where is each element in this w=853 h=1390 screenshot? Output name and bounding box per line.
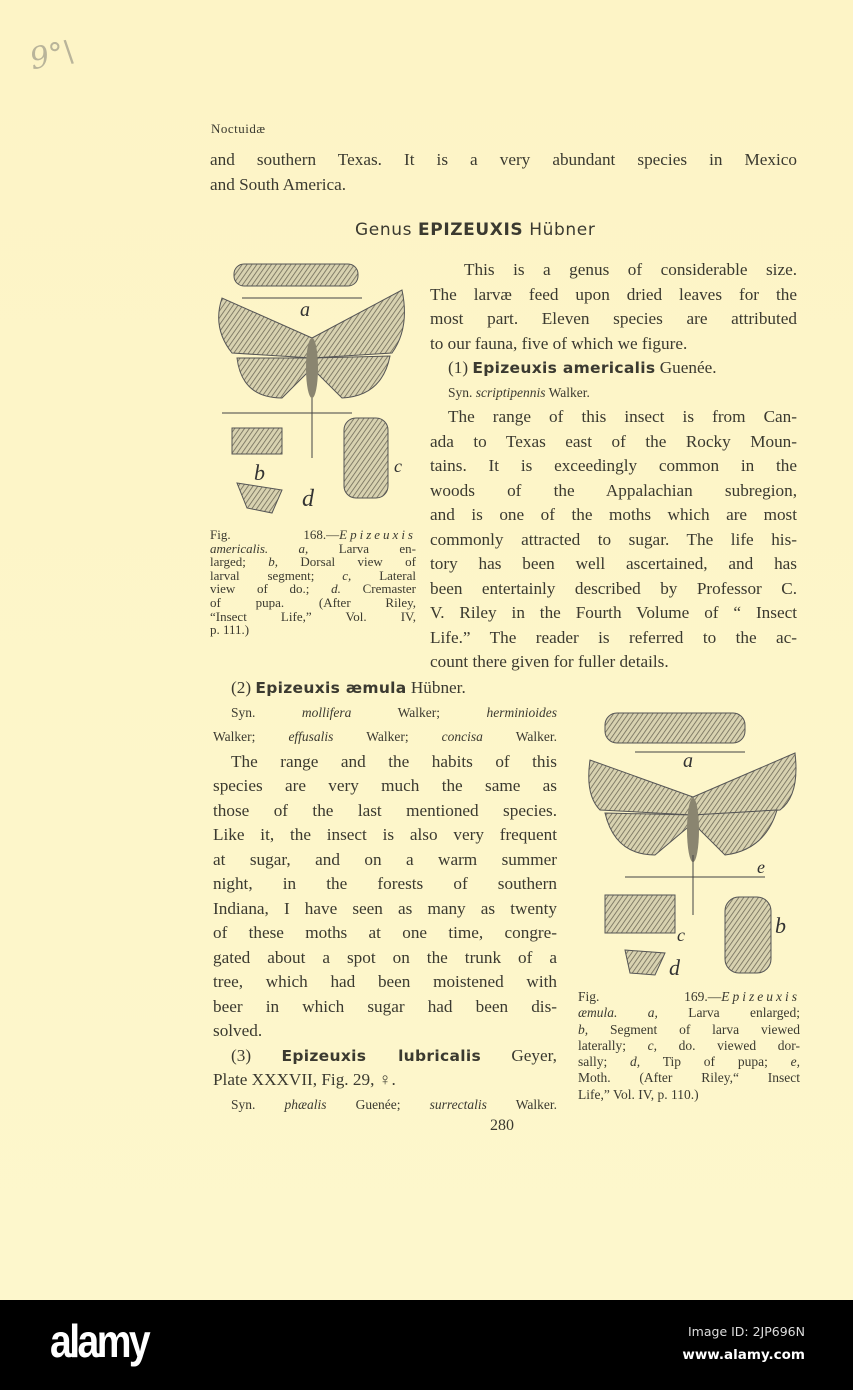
text-segment: Walker; [213,729,289,744]
text-line [578,1087,800,1103]
segment-drawing-b [232,428,282,454]
text-segment: Fig. 169.— [578,989,722,1004]
text-line [213,848,557,873]
text-segment: Guenée. [655,358,717,377]
text-segment: and South America. [210,174,347,194]
text-segment: Guenée; [326,1096,430,1112]
moth-drawing [219,290,405,398]
segment-drawing-c [344,418,388,498]
text-line [213,1093,557,1118]
text-line [430,283,797,308]
text-line [210,528,416,542]
fig168-label-a: a [300,299,310,321]
text-line [213,970,557,995]
species-name: Epizeuxis americalis [472,359,656,377]
text-line [430,307,797,332]
text-line [213,1019,557,1044]
text-line [578,1022,800,1038]
text-line [430,405,797,430]
fig169-label-d: d [669,955,680,980]
alamy-logo: alamy [50,1315,149,1367]
text-line [213,799,557,824]
text-segment: Syn. [448,384,476,400]
text-line [213,995,557,1020]
text-segment: to our fauna, five of which we figure. [430,333,688,353]
image-id: Image ID: 2JP696N [687,1324,805,1339]
text-segment: (3) [231,1045,282,1065]
figure-169-caption [578,989,800,1103]
italic-text: b, [578,1021,589,1037]
text-line [210,148,797,173]
larva-drawing [234,264,358,286]
text-segment: (2) [231,678,256,697]
italic-text: effusalis [288,729,334,744]
text-segment: The larvæ feed upon dried leaves for the [430,284,797,304]
italic-text: æmula. [578,1005,618,1021]
text-segment: count there given for fuller details. [430,652,669,671]
page-number: 280 [490,1117,514,1134]
text-segment: laterally; [578,1037,648,1053]
italic-text: a, [298,540,309,556]
site-url: www.alamy.com [682,1347,805,1363]
text-segment: beer in which sugar had been dis- [213,996,557,1016]
text-segment: Syn. [231,704,302,720]
text-segment: This is a genus of considerable size. [464,260,797,279]
text-segment: Larva enlarged; [657,1005,800,1021]
text-line [578,989,800,1005]
italic-text: mollifera [301,704,352,720]
text-segment: Walker. [545,384,590,400]
text-segment: tains. It is exceedingly common in the [430,456,797,475]
text-line [430,552,797,577]
text-segment: woods of the Appalachian subregion, [430,480,797,500]
text-line [213,872,557,897]
text-line [213,897,557,922]
species-name: Epizeuxis lubricalis [281,1046,481,1065]
text-segment: do. viewed dor- [657,1037,800,1053]
watermark-footer [0,1300,853,1390]
text-line [430,430,797,455]
text-line [213,921,557,946]
text-segment: species are very much the same as [213,776,557,795]
text-segment: Like it, the insect is also very frequent [213,825,557,844]
italic-text: concisa [441,729,483,744]
pencil-mark: 9°\ [26,33,78,78]
text-line [213,946,557,971]
text-segment: ada to Texas east of the Rocky Moun- [430,431,797,451]
text-block-left [213,676,557,1117]
text-segment: of pupa. (After Riley, [210,594,416,610]
text-segment: Hübner. [406,678,466,697]
fig169-label-b: b [775,913,786,938]
text-line [210,569,416,583]
text-segment: night, in the forests of southern [213,874,557,893]
text-segment: Indiana, I have seen as many as twenty [213,898,557,918]
text-segment: Geyer, [480,1045,557,1065]
text-line [213,823,557,848]
text-segment: commonly attracted to sugar. The life his- [430,529,797,549]
cremaster-drawing-d [237,483,282,513]
text-segment: “Insect Life,” Vol. IV, [210,608,416,624]
text-line [210,173,797,198]
text-segment: gated about a spot on the trunk of a [213,947,557,967]
text-line [578,1005,800,1021]
text-line [213,1068,557,1093]
text-segment: p. 111.) [210,622,250,638]
species-name: Epizeuxis æmula [255,679,407,697]
text-segment: Walker; [333,729,442,744]
italic-text: b, [268,554,279,570]
text-line [578,1038,800,1054]
figure-168-illustration [212,258,412,526]
text-segment: Life,” Vol. IV, p. 110.) [578,1086,699,1102]
text-segment: Life.” The reader is referred to the ac- [430,627,797,647]
text-line [210,596,416,610]
text-line [430,528,797,553]
italic-text: scriptipennis [475,384,546,400]
italic-text: herminioides [486,704,557,720]
italic-text: a, [647,1005,658,1021]
text-segment: of these moths at one time, congre- [213,923,557,942]
text-segment: and is one of the moths which are most [430,505,797,524]
text-segment: tree, which had been moistened with [213,972,557,991]
text-segment: at sugar, and on a warm summer [213,849,557,869]
text-line [430,626,797,651]
segment-drawing-c [605,895,675,933]
text-segment: Cremaster [340,581,416,597]
text-line [213,676,557,701]
text-line [210,555,416,569]
text-segment: The range and the habits of this [231,751,557,771]
segment-drawing-b [725,897,771,973]
text-segment: Syn. [231,1096,285,1112]
text-segment [617,1005,647,1020]
text-line [210,582,416,596]
italic-text: phæalis [284,1096,327,1112]
text-line [430,258,797,283]
text-segment: Larva en- [308,540,416,556]
text-line [430,479,797,504]
text-segment: Segment of larva viewed [588,1021,800,1037]
italic-text: c, [647,1037,657,1053]
text-segment: been entertainly described by Professor C. [430,578,797,598]
italic-text: c, [342,567,352,583]
text-line [210,610,416,624]
text-segment: V. Riley in the Fourth Volume of “ Insect [430,603,797,622]
running-head: Noctuidæ [211,121,266,136]
text-segment: view of do.; [210,581,332,597]
text-segment: (1) [448,358,473,377]
italic-text: Epizeuxis [721,989,800,1004]
pupa-tip-drawing-d [625,950,665,975]
text-segment: those of the last mentioned species. [213,800,557,820]
text-line [430,577,797,602]
text-segment: Moth. (After Riley,“ Insect [578,1070,800,1086]
text-line [213,725,557,750]
text-line [430,332,797,357]
text-line [578,1054,800,1070]
text-segment: and southern Texas. It is a very abundant species in Mexico [210,150,797,169]
heading-author: Hübner [523,220,596,240]
text-line [430,503,797,528]
text-segment: Walker. [482,729,557,744]
figure-169-illustration [585,705,803,983]
italic-text: d, [630,1054,641,1070]
text-line [430,650,797,675]
text-segment: Lateral [351,567,416,583]
text-segment: The range of this insect is from Can- [448,407,797,426]
text-segment: Fig. 168.— [210,527,340,542]
italic-text: d. [331,581,341,597]
text-line [213,1044,557,1069]
text-line [578,1070,800,1086]
italic-text: Epizeuxis [339,527,416,542]
text-segment: Plate XXXVII, Fig. 29, ♀. [213,1070,396,1089]
fig168-label-b: b [254,460,265,485]
text-segment: tory has been well ascertained, and has [430,554,797,573]
text-block-top [210,148,797,197]
italic-text: e, [790,1054,800,1070]
text-line [430,381,797,406]
heading-prefix: Genus [355,220,419,240]
text-line [210,623,416,637]
text-line [210,542,416,556]
text-segment: Tip of pupa; [640,1054,791,1070]
text-line [430,356,797,381]
text-line [430,601,797,626]
text-segment: Walker. [486,1096,557,1112]
larva-drawing [605,713,745,743]
fig169-label-e: e [757,857,765,877]
text-segment: larged; [210,554,269,570]
heading-genus: EPIZEUXIS [418,220,524,240]
text-block-right [430,258,797,675]
text-segment: sally; [578,1054,631,1070]
genus-heading [355,220,595,240]
text-segment: larval segment; [210,567,343,583]
text-segment: most part. Eleven species are attributed [430,309,797,328]
text-line [430,454,797,479]
italic-text: americalis. [210,540,269,556]
fig169-label-a: a [683,750,693,772]
figure-168-caption [210,528,416,637]
fig169-label-c: c [677,925,685,945]
fig168-label-d: d [302,486,314,512]
text-line [213,774,557,799]
text-line [213,701,557,726]
text-line [213,750,557,775]
fig168-label-c: c [394,456,402,476]
text-segment: Dorsal view of [278,554,416,570]
text-segment: Walker; [351,704,487,720]
text-segment: solved. [213,1021,263,1040]
italic-text: surrectalis [429,1096,487,1112]
